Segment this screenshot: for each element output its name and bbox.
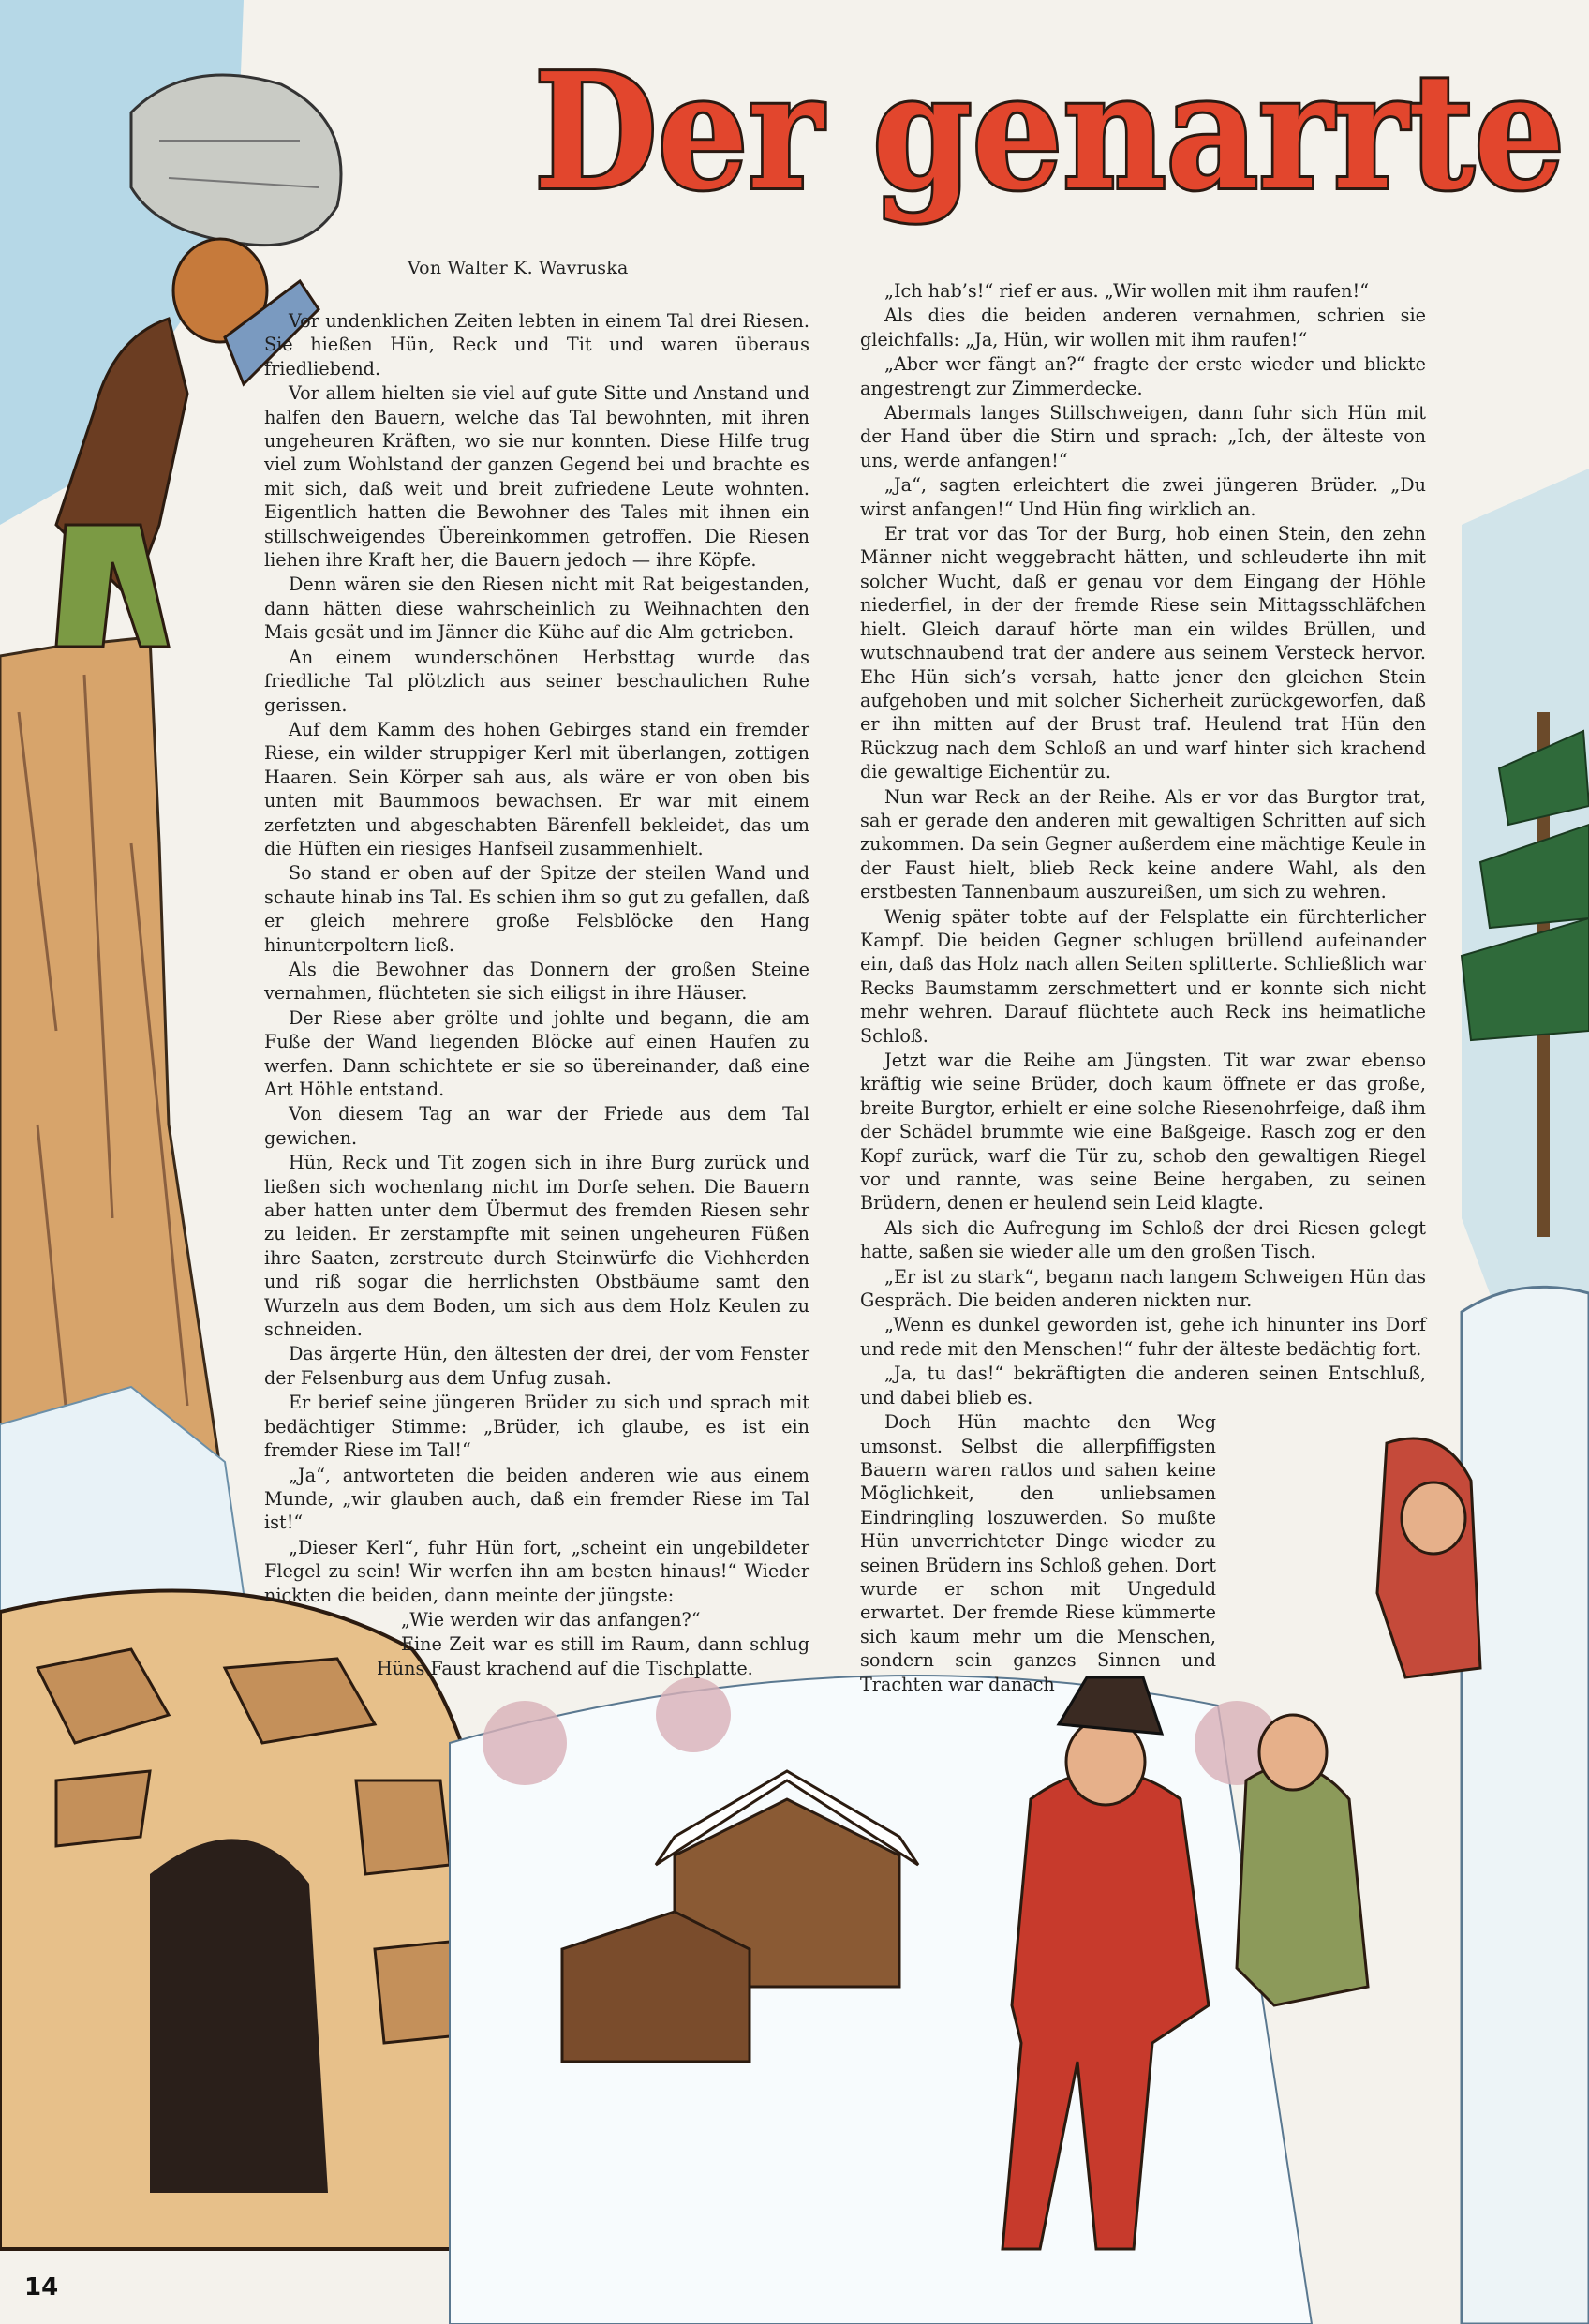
story-title-text: Der genarrte — [534, 38, 1565, 226]
paragraph: „Aber wer fängt an?“ fragte der erste wieder und blickte angestrengt zur Zimmerdecke. — [860, 353, 1426, 399]
paragraph: „Wie werden wir das anfangen?“ — [401, 1608, 701, 1631]
paragraph: Nun war Reck an der Reihe. Als er vor das Burgtor trat, sah er gerade den anderen mit gewaltigen Schritten auf sich zukommen. Da sein Gegner außerdem eine mächtige Keule in der Faust hielt, blieb Reck keine andere Wahl, als den erstbesten Tannenbaum auszureißen, um sich zu wehren. — [860, 785, 1426, 903]
paragraph: Hün, Reck und Tit zogen sich in ihre Burg zurück und ließen sich wochenlang nicht im Dorfe sehen. Die Bauern aber hatten unter dem Übermut des fremden Riesen sehr zu leiden. Er zerstampfte mit seinen ungeheuren Füßen ihre Saaten, zerstreute durch Steinwürfe die Viehherden und riß sogar die herrlichsten Obstbäume samt den Wurzeln aus dem Boden, um sich aus dem Holz Keulen zu schneiden. — [264, 1152, 809, 1341]
paragraph: Als dies die beiden anderen vernahmen, schrien sie gleichfalls: „Ja, Hün, wir wollen mit ihm raufen!“ — [860, 305, 1426, 350]
paragraph: Vor undenklichen Zeiten lebten in einem Tal drei Riesen. Sie hießen Hün, Reck und Tit und waren überaus friedliebend. — [264, 310, 809, 380]
byline: Von Walter K. Wavruska — [408, 258, 629, 278]
paragraph: Er berief seine jüngeren Brüder zu sich und sprach mit bedächtiger Stimme: „Brüder, ich glaube, es ist ein fremder Riese im Tal!“ — [264, 1392, 809, 1462]
paragraph: „Ja, tu das!“ bekräftigten die anderen seinen Entschluß, und dabei blieb es. — [860, 1363, 1426, 1408]
paragraph: Abermals langes Stillschweigen, dann fuhr sich Hün mit der Hand über die Stirn und sprach: „Ich, der älteste von uns, werde anfangen!“ — [860, 402, 1426, 471]
paragraph: „Wenn es dunkel geworden ist, gehe ich hinunter ins Dorf und rede mit den Menschen!“ fuhr der älteste bedächtig fort. — [860, 1314, 1426, 1360]
paragraph: „Ja“, sagten erleichtert die zwei jüngeren Brüder. „Du wirst anfangen!“ Und Hün fing wirklich an. — [860, 474, 1426, 520]
paragraph: An einem wunderschönen Herbsttag wurde das friedliche Tal plötzlich aus seiner beschaulichen Ruhe gerissen. — [264, 646, 809, 716]
paragraph: Der Riese aber grölte und johlte und begann, die am Fuße der Wand liegenden Blöcke auf einen Haufen zu werfen. Dann schichtete er sie so übereinander, daß eine Art Höhle entstand. — [264, 1006, 809, 1100]
paragraph: „Ich hab’s!“ rief er aus. „Wir wollen mit ihm raufen!“ — [884, 280, 1370, 302]
paragraph: Wenig später tobte auf der Felsplatte ein fürchterlicher Kampf. Die beiden Gegner schlugen brüllend aufeinander ein, daß das Holz nach allen Seiten splitterte. Schließlich war Recks Baumstamm zerschmettert und er konnte sich nicht mehr wehren. Darauf flüchtete auch Reck ins heimatliche Schloß. — [860, 905, 1426, 1047]
text-column-left — [264, 309, 809, 1681]
paragraph: Von diesem Tag an war der Friede aus dem Tal gewichen. — [264, 1103, 809, 1149]
paragraph: Als die Bewohner das Donnern der großen Steine vernahmen, flüchteten sie sich eiligst in ihre Häuser. — [264, 958, 809, 1005]
story-title — [525, 28, 1589, 244]
paragraph: Vor allem hielten sie viel auf gute Sitte und Anstand und halfen den Bauern, welche das Tal bewohnten, mit ihren ungeheuren Kräften, wo sie nur konnten. Diese Hilfe trug viel zum Wohlstand der ganzen Gegend bei und brachte es mit sich, daß weit und breit zufriedene Leute wohnten. Eigentlich hatten die Bewohner des Tales mit ihnen ein stillschweigendes Übereinkommen getroffen. Die Riesen liehen ihre Kraft her, die Bauern jedoch — ihre Köpfe. — [264, 382, 809, 572]
paragraph: Er trat vor das Tor der Burg, hob einen Stein, den zehn Männer nicht weggebracht hätten, und schleuderte ihn mit solcher Wucht, daß er genau vor dem Eingang der Höhle niederfiel, in der der fremde Riese sein Mittagsschläfchen hielt. Gleich darauf hörte man ein wildes Brüllen, und wutschnaubend trat der andere aus seinem Versteck hervor. Ehe Hün sich’s versah, hatte jener den gleichen Stein aufgehoben und mit solcher Sicherheit zurückgeworfen, daß er ihn mitten auf der Brust traf. Heulend trat Hün den Rückzug nach dem Schloß an und warf hinter sich krachend die gewaltige Eichentür zu. — [860, 523, 1426, 783]
paragraph: Eine Zeit war es still im Raum, dann schlug Hüns Faust krachend auf die Tischplatte. — [377, 1633, 809, 1679]
paragraph: Als sich die Aufregung im Schloß der drei Riesen gelegt hatte, saßen sie wieder alle um den großen Tisch. — [860, 1216, 1426, 1263]
paragraph: Denn wären sie den Riesen nicht mit Rat beigestanden, dann hätten diese wahrscheinlich zu Weihnachten den Mais gesät und im Jänner die Kühe auf die Alm getrieben. — [264, 574, 809, 644]
paragraph: „Er ist zu stark“, begann nach langem Schweigen Hün das Gespräch. Die beiden anderen nickten nur. — [860, 1265, 1426, 1312]
snow-pillar-right — [1462, 1287, 1589, 2324]
text-column-right — [860, 279, 1426, 1697]
paragraph: Jetzt war die Reihe am Jüngsten. Tit war zwar ebenso kräftig wie seine Brüder, doch kaum öffnete er das große, breite Burgtor, erhielt er eine solche Riesenohrfeige, daß ihm der Schädel brummte wie eine Baßgeige. Rasch zog er den Kopf zurück, warf die Tür zu, schob den gewaltigen Riegel vor und rannte, was seine Beine hergaben, zu seinen Brüdern, denen er heulend sein Leid klagte. — [860, 1050, 1426, 1214]
paragraph: „Ja“, antworteten die beiden anderen wie aus einem Munde, „wir glauben auch, daß ein fremder Riese im Tal ist!“ — [264, 1464, 809, 1534]
paragraph: Das ärgerte Hün, den ältesten der drei, der vom Fenster der Felsenburg aus dem Unfug zusah. — [264, 1343, 809, 1389]
paragraph: So stand er oben auf der Spitze der steilen Wand und schaute hinab ins Tal. Es schien ihm so gut zu gefallen, daß er gleich mehrere große Felsblöcke den Hang hinunterpoltern ließ. — [264, 862, 809, 956]
page-number: 14 — [24, 2273, 59, 2302]
cave-entrance — [0, 1591, 525, 2250]
paragraph: Doch Hün machte den Weg umsonst. Selbst die allerpfiffigsten Bauern waren ratlos und sahen keine Möglichkeit, den unliebsamen Eindringling loszuwerden. So mußte Hün unverrichteter Dinge wieder zu seinen Brüdern ins Schloß gehen. Dort wurde er schon mit Ungeduld erwartet. Der fremde Riese kümmerte sich kaum mehr um die Menschen, sondern sein ganzes Sinnen und Trachten war danach — [860, 1411, 1216, 1695]
paragraph: Auf dem Kamm des hohen Gebirges stand ein fremder Riese, ein wilder struppiger Kerl mit überlangen, zottigen Haaren. Sein Körper sah aus, als wäre er von oben bis unten mit Baummoos bewachsen. Er war mit einem zerfetzten und abgeschabten Bärenfell bekleidet, das um die Hüften ein riesiges Hanfseil zusammenhielt. — [264, 718, 809, 859]
paragraph: „Dieser Kerl“, fuhr Hün fort, „scheint ein ungebildeter Flegel zu sein! Wir werfen ihn am besten hinaus!“ Wieder nickten die beiden, dann meinte der jüngste: — [264, 1536, 809, 1606]
